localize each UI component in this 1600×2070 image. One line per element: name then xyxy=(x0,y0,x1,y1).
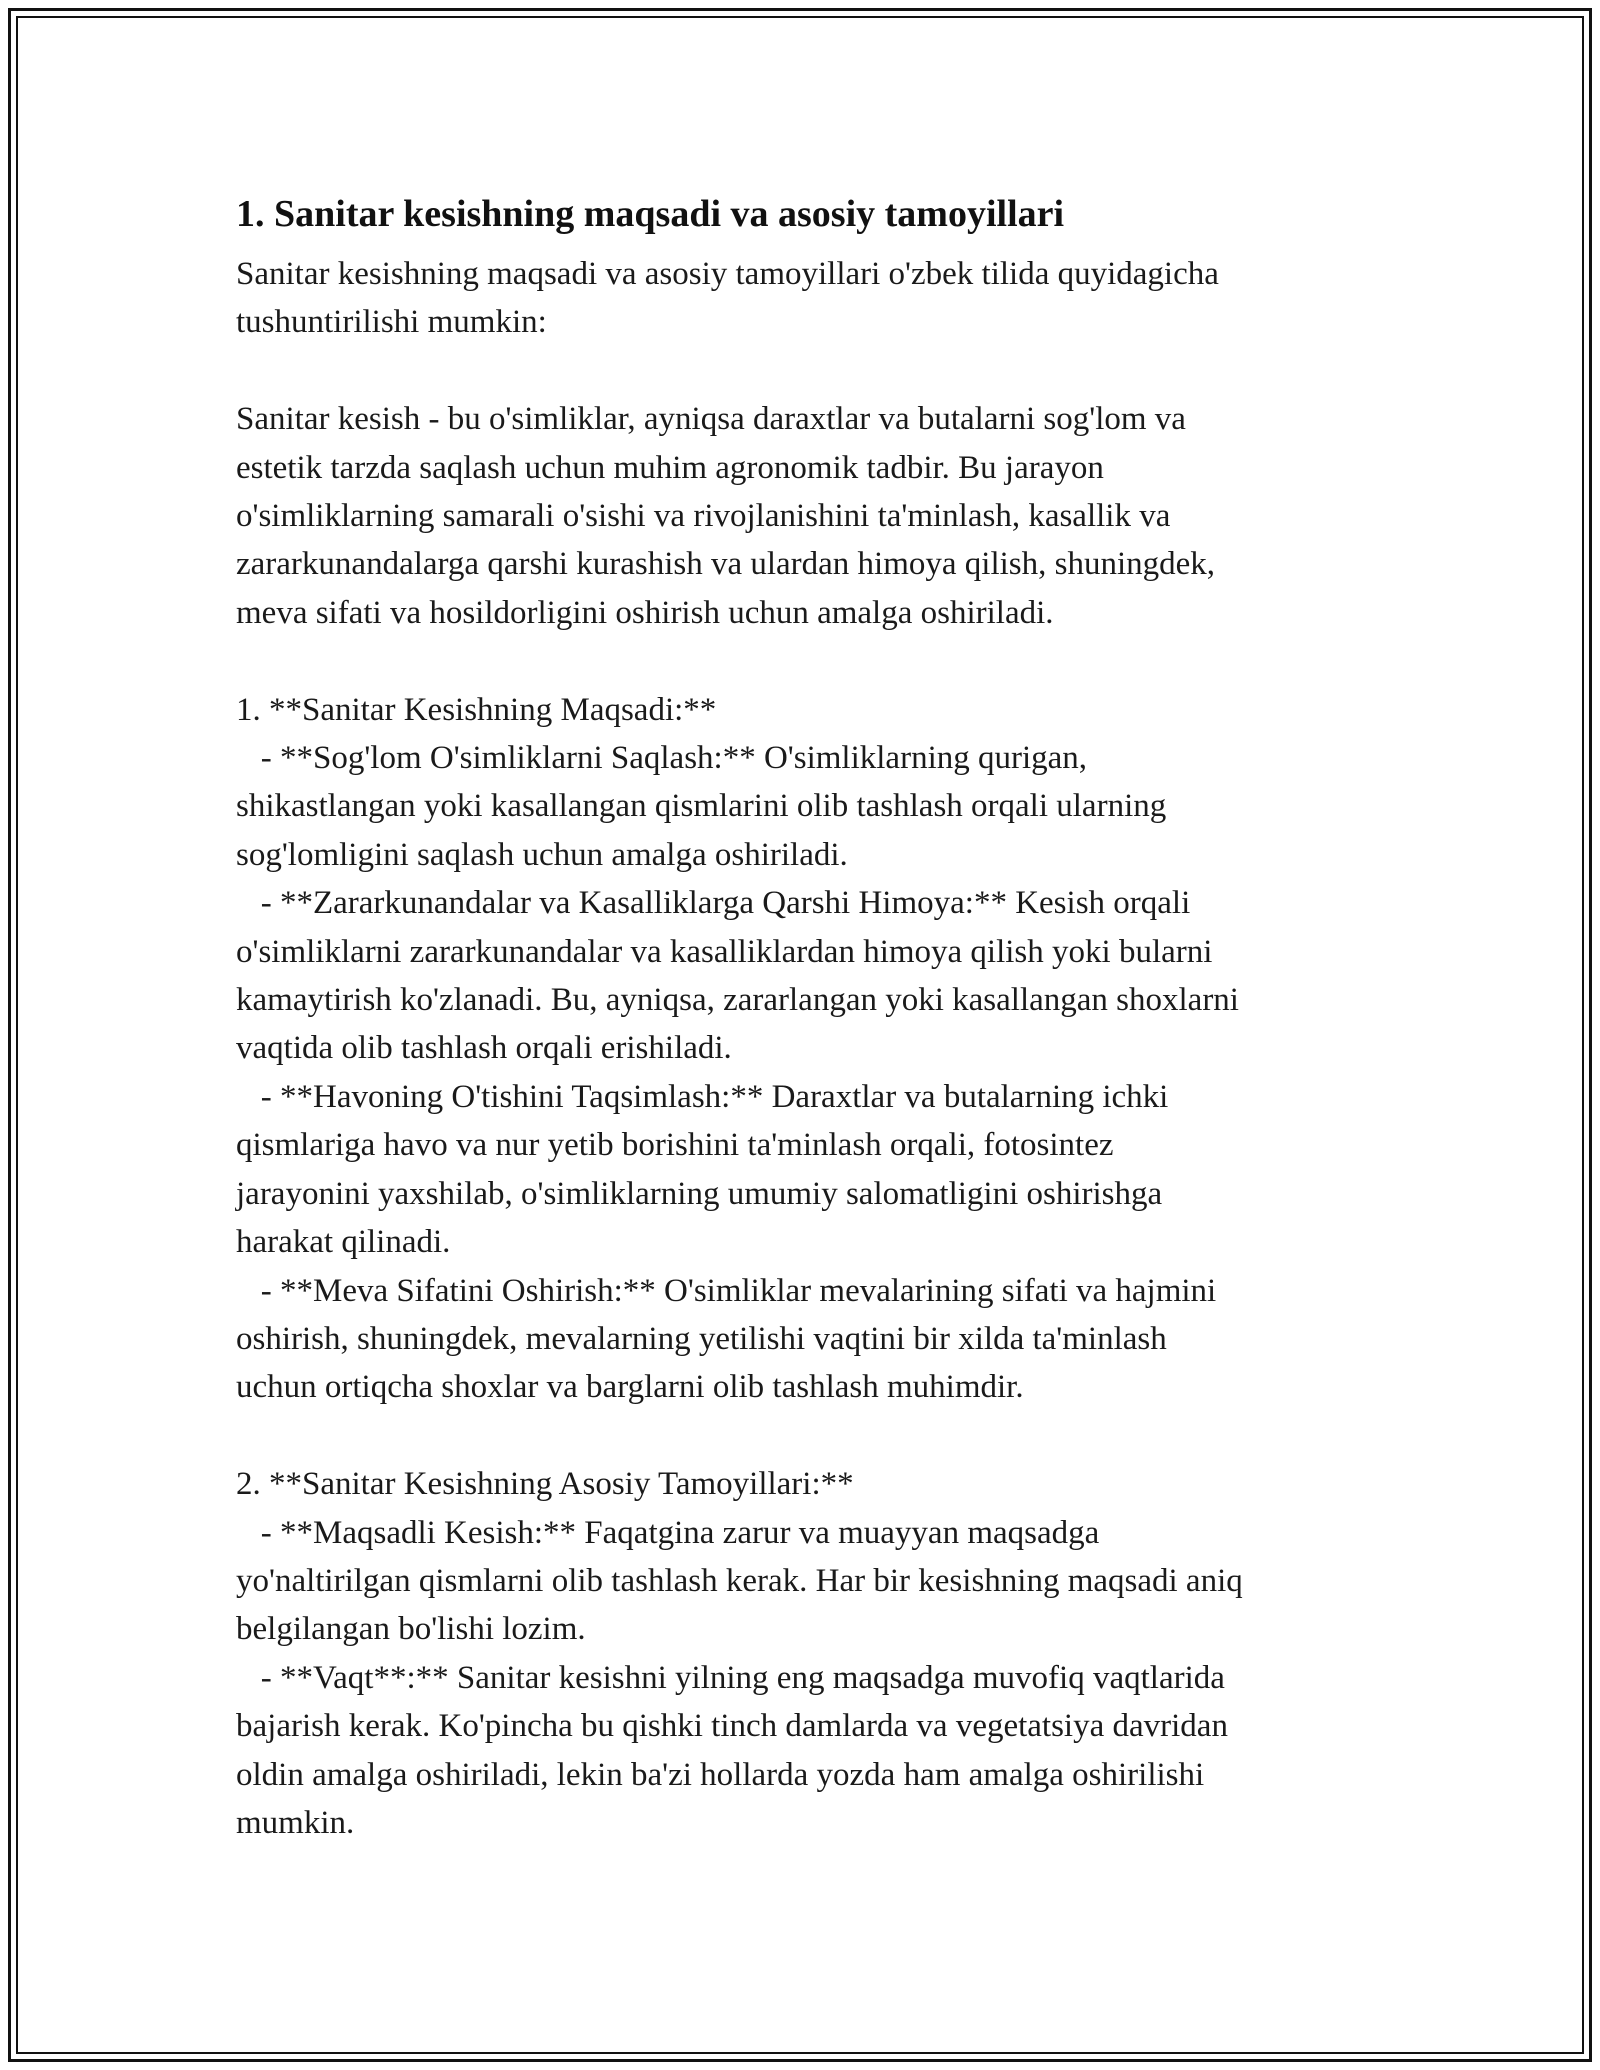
text-line: o'simliklarni zararkunandalar va kasalliklardan himoya qilish yoki bularni xyxy=(236,933,1213,970)
text-line: oldin amalga oshiriladi, lekin ba'zi hollarda yozda ham amalga oshirilishi xyxy=(236,1756,1205,1793)
text-line: yo'naltirilgan qismlarni olib tashlash kerak. Har bir kesishning maqsadi aniq xyxy=(236,1562,1243,1599)
text-line: - **Havoning O'tishini Taqsimlash:** Daraxtlar va butalarning ichki xyxy=(236,1078,1169,1115)
text-line: estetik tarzda saqlash uchun muhim agronomik tadbir. Bu jarayon xyxy=(236,449,1104,486)
text-line: 2. **Sanitar Kesishning Asosiy Tamoyillari:** xyxy=(236,1466,854,1503)
text-line: harakat qilinadi. xyxy=(236,1224,451,1261)
blank-line xyxy=(236,637,1366,685)
document-body xyxy=(236,250,1366,1847)
blank-line xyxy=(236,347,1366,395)
text-line: oshirish, shuningdek, mevalarning yetilishi vaqtini bir xilda ta'minlash xyxy=(236,1320,1167,1357)
text-line: Sanitar kesishning maqsadi va asosiy tamoyillari o'zbek tilida quyidagicha xyxy=(236,256,1219,292)
document-heading: 1. Sanitar kesishning maqsadi va asosiy tamoyillari xyxy=(236,193,1065,235)
text-line: - **Sog'lom O'simliklarni Saqlash:** O'simliklarning qurigan, xyxy=(236,740,1088,777)
text-line: sog'lomligini saqlash uchun amalga oshiriladi. xyxy=(236,836,848,873)
text-line: mumkin. xyxy=(236,1804,355,1841)
text-line: shikastlangan yoki kasallangan qismlarini olib tashlash orqali ularning xyxy=(236,788,1167,825)
text-line: tushuntirilishi mumkin: xyxy=(236,304,547,341)
text-line: zararkunandalarga qarshi kurashish va ulardan himoya qilish, shuningdek, xyxy=(236,546,1216,583)
text-line: - **Vaqt**:** Sanitar kesishni yilning eng maqsadga muvofiq vaqtlarida xyxy=(236,1659,1225,1696)
text-line: bajarish kerak. Ko'pincha bu qishki tinch damlarda va vegetatsiya davridan xyxy=(236,1708,1228,1745)
blank-line xyxy=(236,1412,1366,1460)
text-line: jarayonini yaxshilab, o'simliklarning umumiy salomatligini oshirishga xyxy=(236,1175,1163,1212)
text-line: uchun ortiqcha shoxlar va barglarni olib tashlash muhimdir. xyxy=(236,1369,1024,1406)
text-line: - **Meva Sifatini Oshirish:** O'simliklar mevalarining sifati va hajmini xyxy=(236,1272,1217,1309)
text-line: - **Zararkunandalar va Kasalliklarga Qarshi Himoya:** Kesish orqali xyxy=(236,885,1191,922)
document-content xyxy=(236,186,1366,1847)
text-line: - **Maqsadli Kesish:** Faqatgina zarur va muayyan maqsadga xyxy=(236,1514,1100,1551)
text-line: 1. **Sanitar Kesishning Maqsadi:** xyxy=(236,691,717,728)
text-line: belgilangan bo'lishi lozim. xyxy=(236,1611,586,1648)
text-line: qismlariga havo va nur yetib borishini ta'minlash orqali, fotosintez xyxy=(236,1127,1114,1164)
text-line: vaqtida olib tashlash orqali erishiladi. xyxy=(236,1030,732,1067)
text-line: meva sifati va hosildorligini oshirish uchun amalga oshiriladi. xyxy=(236,594,1054,631)
text-line: Sanitar kesish - bu o'simliklar, ayniqsa daraxtlar va butalarni sog'lom va xyxy=(236,401,1186,438)
text-line: o'simliklarning samarali o'sishi va rivojlanishini ta'minlash, kasallik va xyxy=(236,498,1171,535)
text-line: kamaytirish ko'zlanadi. Bu, ayniqsa, zararlangan yoki kasallangan shoxlarni xyxy=(236,982,1239,1019)
